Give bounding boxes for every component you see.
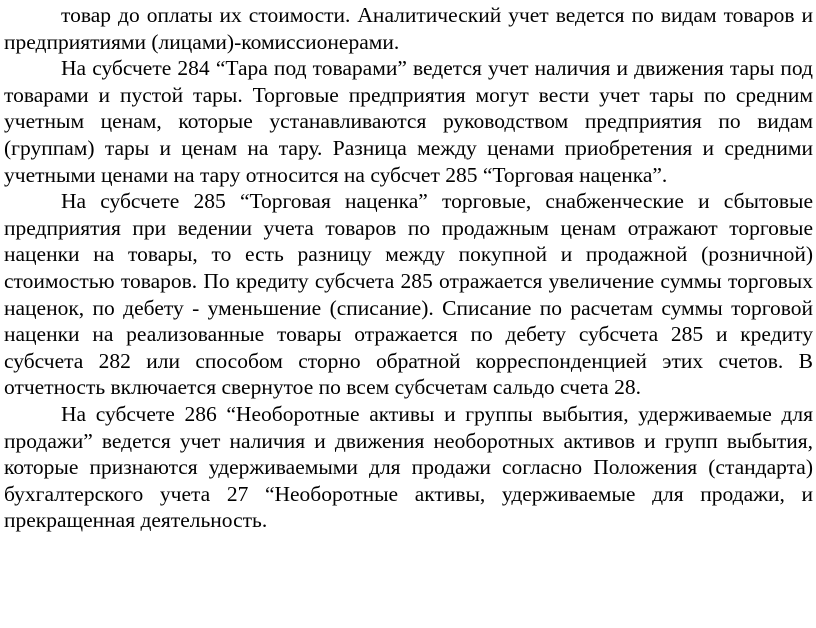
document-body: [4, 2, 813, 534]
paragraph-subaccount-286: На субсчете 286 “Необоротные активы и группы выбытия, удерживаемые для продажи” ведется учет наличия и движения необоротных активов и групп выбытия, которые признаются удерживаемыми для продажи согласно Положения (стандарта) бухгалтерского учета 27 “Необоротные активы, удерживаемые для продажи, и прекращенная деятельность.: [4, 401, 813, 533]
paragraph-subaccount-285: На субсчете 285 “Торговая наценка” торговые, снабженческие и сбытовые предприятия при ведении учета товаров по продажным ценам отражают торговые наценки на товары, то есть разницу между покупной и продажной (розничной) стоимостью товаров. По кредиту субсчета 285 отражается увеличение суммы торговых наценок, по дебету - уменьшение (списание). Списание по расчетам суммы торговой наценки на реализованные товары отражается по дебету субсчета 285 и кредиту субсчета 282 или способом сторно обратной корреспонденцией этих счетов. В отчетность включается свернутое по всем субсчетам сальдо счета 28.: [4, 189, 813, 400]
paragraph-continuation: товар до оплаты их стоимости. Аналитический учет ведется по видам товаров и предприятиями (лицами)-комиссионерами.: [4, 3, 813, 54]
paragraph-subaccount-284: На субсчете 284 “Тара под товарами” ведется учет наличия и движения тары под товарами и пустой тары. Торговые предприятия могут вести учет тары по средним учетным ценам, которые устанавливаются руководством предприятия по видам (группам) тары и ценам на тару. Разница между ценами приобретения и средними учетными ценами на тару относится на субсчет 285 “Торговая наценка”.: [4, 56, 813, 187]
